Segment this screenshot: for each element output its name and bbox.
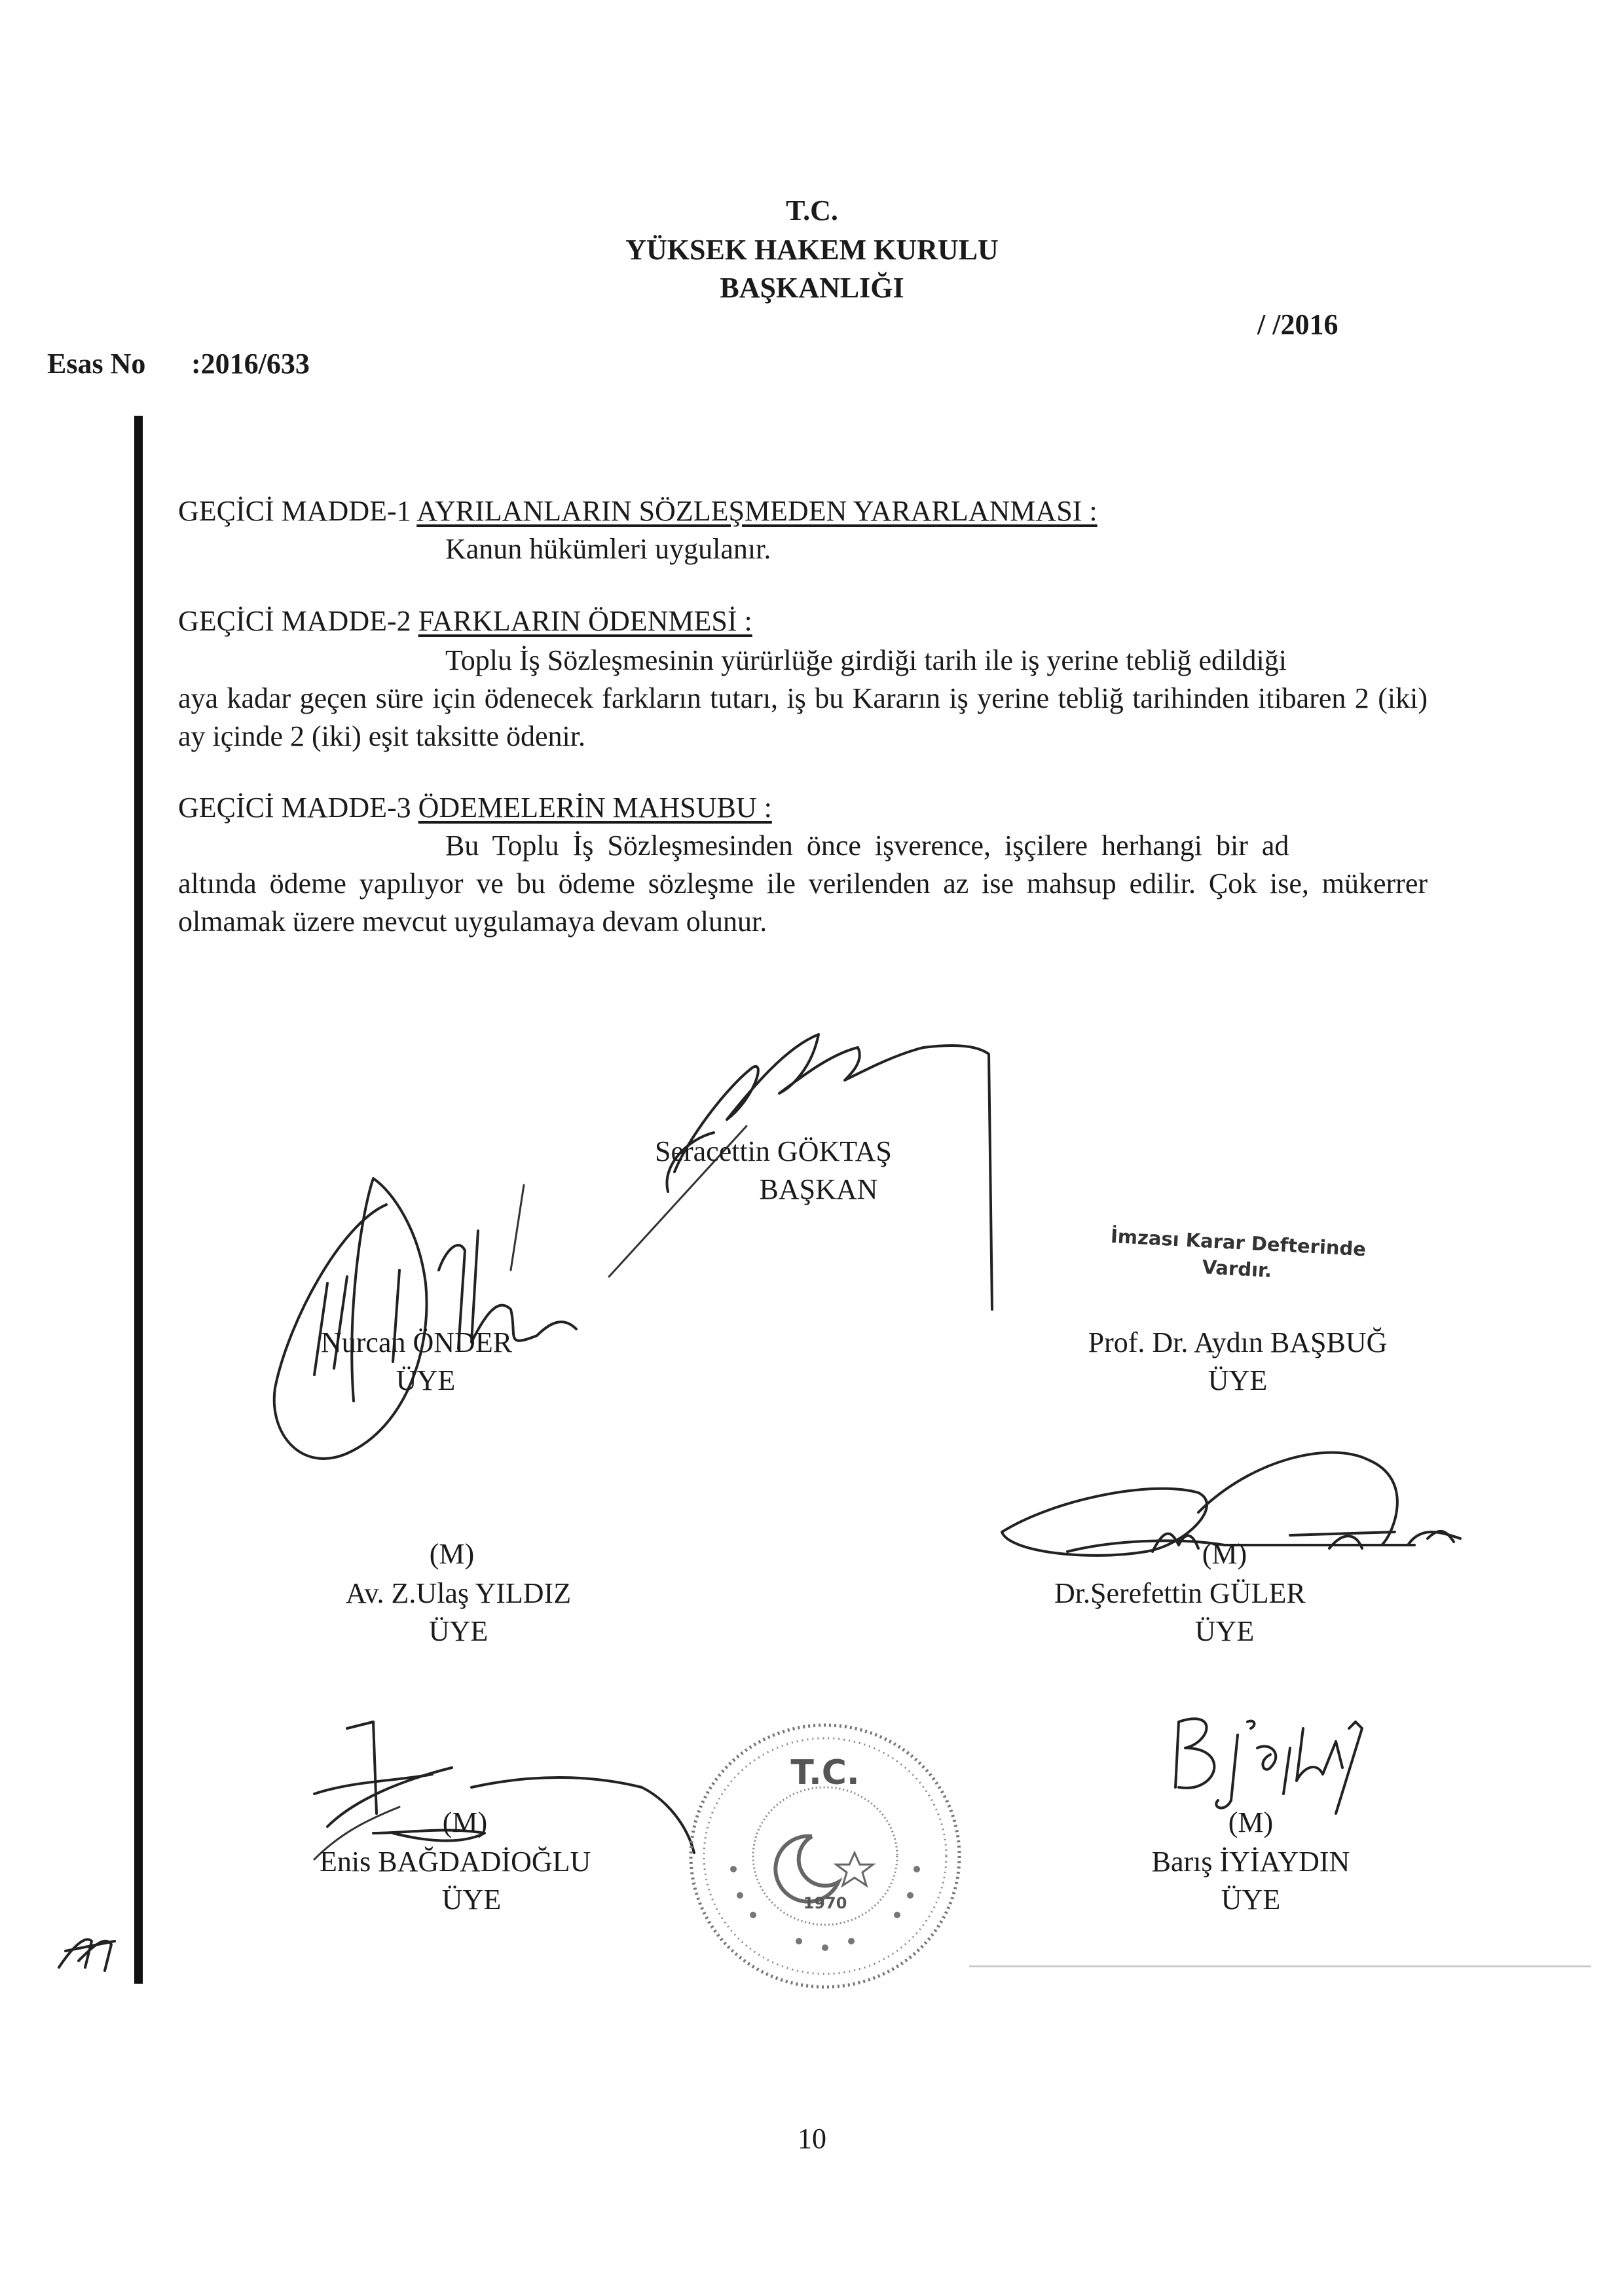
basbug-name: Prof. Dr. Aydın BAŞBUĞ: [1088, 1326, 1388, 1358]
article-1-heading: [178, 492, 1435, 530]
header-tc: T.C.: [786, 194, 838, 227]
yildiz-role: ÜYE: [428, 1615, 489, 1647]
basbug-role: ÜYE: [1208, 1364, 1268, 1396]
margin-bar: [134, 416, 143, 1984]
guler-mark: (M): [1202, 1538, 1247, 1570]
iyiaydin-signature: [1139, 1702, 1428, 1820]
seal-year: 1970: [803, 1894, 847, 1912]
basbug-note-line1: İmzası Karar Defterinde: [1110, 1224, 1367, 1261]
seal-text: T.C.: [790, 1753, 860, 1793]
chair-role: BAŞKAN: [759, 1173, 878, 1205]
official-seal: [681, 1719, 969, 1994]
header-presidency: BAŞKANLIĞI: [720, 272, 904, 304]
basbug-signature-note: [1046, 1220, 1428, 1292]
article-3-prefix: GEÇİCİ MADDE-3: [178, 792, 411, 824]
yildiz-name: Av. Z.Ulaş YILDIZ: [345, 1577, 572, 1609]
esas-no-label: Esas No: [47, 348, 146, 380]
margin-initials: [52, 1922, 124, 1980]
article-2-prefix: GEÇİCİ MADDE-2: [178, 605, 411, 637]
iyiaydin-mark: (M): [1228, 1806, 1274, 1838]
onder-signature: [262, 1152, 629, 1493]
footer-line: [969, 1965, 1591, 1967]
bagdadioglu-role: ÜYE: [441, 1884, 502, 1916]
article-1-prefix: GEÇİCİ MADDE-1: [178, 495, 411, 527]
article-3-title: ÖDEMELERİN MAHSUBU :: [418, 792, 772, 824]
bagdadioglu-mark: (M): [442, 1806, 488, 1838]
chair-name: Seracettin GÖKTAŞ: [655, 1135, 892, 1167]
yildiz-mark: (M): [429, 1538, 475, 1570]
iyiaydin-name: Barış İYİAYDIN: [1151, 1846, 1350, 1878]
decision-date: / /2016: [1257, 308, 1338, 340]
esas-no-value: :2016/633: [191, 348, 310, 380]
guler-name: Dr.Şerefettin GÜLER: [1054, 1577, 1306, 1609]
article-2-body-first: Toplu İş Sözleşmesinin yürürlüğe girdiği tarih ile iş yerine tebliğ edildiği: [445, 644, 1287, 676]
onder-name: Nurcan ÖNDER: [321, 1326, 513, 1358]
onder-role: ÜYE: [396, 1364, 456, 1396]
article-1-body: Kanun hükümleri uygulanır.: [445, 533, 771, 565]
article-2-heading: [178, 602, 1435, 640]
article-3-body-first: Bu Toplu İş Sözleşmesinden önce işverence, işçilere herhangi bir ad: [445, 829, 1289, 862]
basbug-note-line2: Vardır.: [1201, 1256, 1273, 1282]
article-2-title: FARKLARIN ÖDENMESİ :: [418, 605, 752, 637]
iyiaydin-role: ÜYE: [1221, 1884, 1281, 1916]
article-1-title: AYRILANLARIN SÖZLEŞMEDEN YARARLANMASI :: [416, 495, 1098, 527]
article-3-body: altında ödeme yapılıyor ve bu ödeme sözleşme ile verilenden az ise mahsup edilir. Çok ise, mükerrer olmamak üzere mevcut uygulamaya devam olunur.: [178, 867, 1428, 938]
bagdadioglu-name: Enis BAĞDADİOĞLU: [320, 1846, 591, 1878]
article-2-body: aya kadar geçen süre için ödenecek farkların tutarı, iş bu Kararın iş yerine tebliğ tarihinden itibaren 2 (iki) ay içinde 2 (iki) eşit taksitte ödenir.: [178, 682, 1428, 752]
header-institution: YÜKSEK HAKEM KURULU: [625, 234, 999, 266]
page-number: 10: [798, 2123, 826, 2155]
article-3-heading: [178, 789, 1435, 827]
guler-role: ÜYE: [1194, 1615, 1255, 1647]
